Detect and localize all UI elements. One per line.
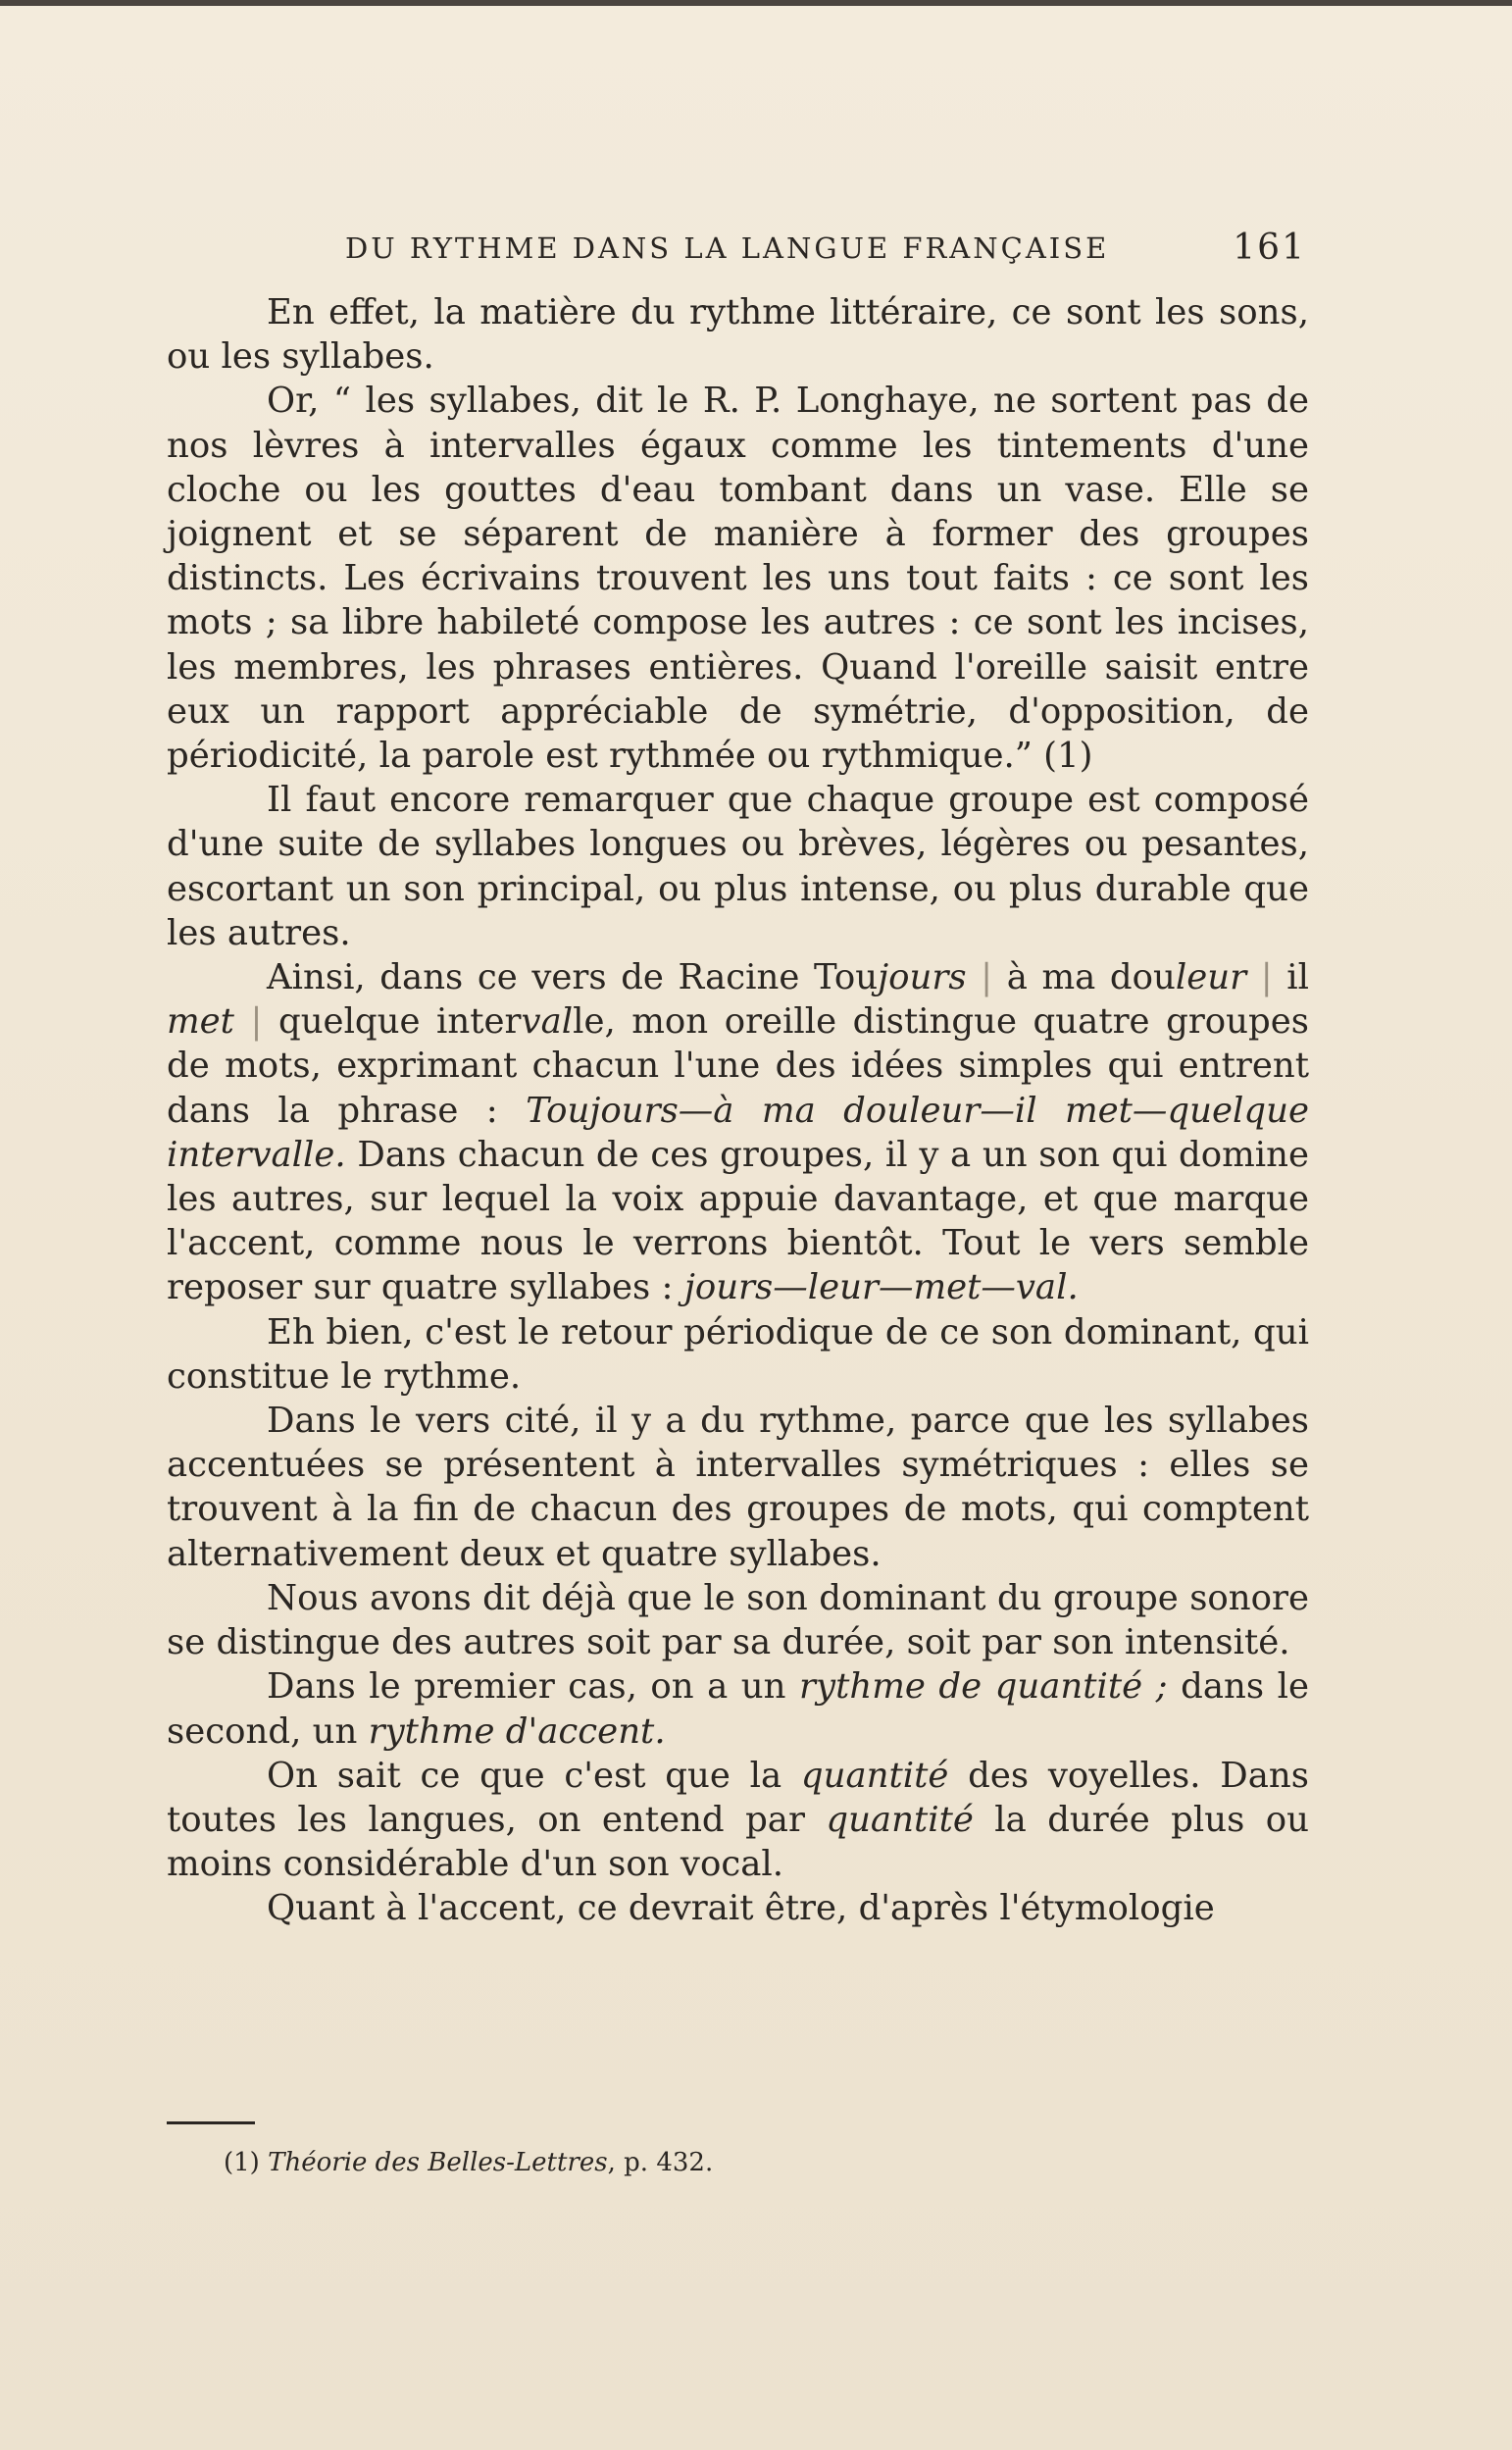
footnote <box>224 2148 713 2177</box>
paragraph-quantity <box>167 1754 1309 1887</box>
paragraph-quote: Or, “ les syllabes, dit le R. P. Longhaye, ne sortent pas de nos lèvres à intervalles égaux comme les tintements d'une cloche ou les gouttes d'eau tombant dans un vase. Elle se joignent et se séparent de manière à former des groupes distincts. Les écrivains trouvent les uns tout faits : ce sont les mots ; sa libre habileté compose les autres : ce sont les incises, les membres, les phrases entières. Quand l'oreille saisit entre eux un rapport appréciable de symétrie, d'opposition, de périodicité, la parole est rythmée ou rythmique.” (1) <box>167 381 1309 777</box>
paragraph: Quant à l'accent, ce devrait être, d'après l'étymologie <box>267 1888 1215 1929</box>
text-run: Dans chacun de ces groupes, il y a un son qui domine les autres, sur lequel la voix appuie davantage, et que marque l'accent, comme nous le verrons bientôt. Tout le vers semble reposer sur quatre syllabes : <box>167 1134 1309 1308</box>
paragraph-rhythm-types <box>167 1664 1309 1753</box>
paragraph: En effet, la matière du rythme littéraire, ce sont les sons, ou les syllabes. <box>167 292 1309 378</box>
paragraph: Nous avons dit déjà que le son dominant du groupe sonore se distingue des autres soit par sa durée, soit par son intensité. <box>167 1577 1309 1663</box>
emphasis: quantité <box>800 1755 949 1796</box>
text-run: la durée plus ou moins considérable d'un son vocal. <box>167 1799 1309 1885</box>
footnote-marker: (1) <box>224 2148 260 2177</box>
caesura-bar: | <box>1260 957 1273 998</box>
page-number: 161 <box>1233 228 1306 268</box>
emphasis: leur <box>1175 957 1247 998</box>
text-run: quelque inter <box>277 1001 522 1043</box>
text-run: On sait ce que c'est que la <box>267 1755 801 1796</box>
paragraph-racine-example <box>167 955 1309 1310</box>
footnote-rule <box>167 2121 255 2124</box>
paragraph: Dans le vers cité, il y a du rythme, parce que les syllabes accentuées se présentent à intervalles symétriques : elles se trouvent à la fin de chacun des groupes de mots, qui comptent alternativement deux et quatre syllabes. <box>167 1401 1309 1574</box>
caesura-bar: | <box>250 1001 263 1043</box>
text-run: dans le second, un <box>167 1666 1309 1752</box>
emphasis: val <box>521 1001 574 1043</box>
emphasis: quantité <box>826 1799 974 1840</box>
running-head-title: DU RYTHME DANS LA LANGUE FRANÇAISE <box>345 231 1110 265</box>
body-text <box>167 290 1309 1931</box>
text-run: à ma dou <box>1006 957 1176 998</box>
running-head <box>345 228 1306 271</box>
text-run: il <box>1286 957 1309 998</box>
paragraph: Il faut encore remarquer que chaque groupe est composé d'une suite de syllabes longues ou brèves, légères ou pesantes, escortant un son principal, ou plus intense, ou plus durable que les autres. <box>167 780 1309 953</box>
footnote-title: Théorie des Belles-Lettres <box>268 2148 608 2177</box>
emphasis: Toujours—à ma douleur—il met—quelque intervalle. <box>167 1090 1309 1175</box>
emphasis: jours <box>878 957 967 998</box>
text-run: Ainsi, dans ce vers de Racine Tou <box>267 957 879 998</box>
emphasis: met <box>167 1001 234 1043</box>
text-run: Dans le premier cas, on a un <box>267 1666 800 1708</box>
caesura-bar: | <box>981 957 993 998</box>
text-run: le, mon oreille distingue quatre groupes de mots, exprimant chacun l'une des idées simples qui entrent dans la phrase : <box>167 1001 1309 1131</box>
paragraph: Eh bien, c'est le retour périodique de ce son dominant, qui constitue le rythme. <box>167 1311 1309 1397</box>
emphasis: jours—leur—met—val. <box>683 1267 1079 1308</box>
text-run: des voyelles. Dans toutes les langues, on entend par <box>167 1755 1309 1840</box>
page-top-edge <box>0 0 1512 6</box>
emphasis: rythme de quantité ; <box>799 1666 1168 1708</box>
footnote-ref: , p. 432. <box>607 2148 714 2177</box>
emphasis: rythme d'accent. <box>368 1710 666 1752</box>
